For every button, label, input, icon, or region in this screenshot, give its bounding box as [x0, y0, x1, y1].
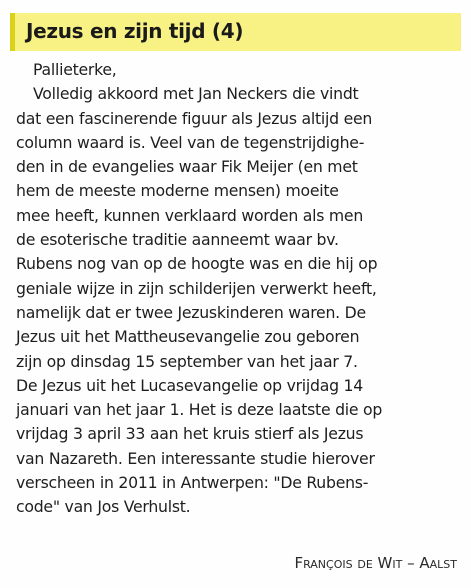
- body-line: dat een fascinerende figuur als Jezus altijd een: [16, 108, 373, 128]
- body-line: column waard is. Veel van de tegenstrijdighe-: [16, 132, 365, 152]
- body-line: januari van het jaar 1. Het is deze laatste die op: [16, 400, 383, 420]
- body-line: hem de meeste moderne mensen) moeite: [16, 181, 339, 201]
- body-line: code" van Jos Verhulst.: [16, 497, 191, 517]
- letter-headline: Jezus en zijn tijd (4): [26, 19, 244, 43]
- letter-signature: François de Wit – Aalst: [294, 554, 457, 572]
- body-line: Volledig akkoord met Jan Neckers die vindt: [33, 84, 359, 104]
- letter-body: [16, 58, 458, 520]
- body-line: mee heeft, kunnen verklaard worden als men: [16, 205, 364, 225]
- body-line: vrijdag 3 april 33 aan het kruis stierf als Jezus: [16, 424, 364, 444]
- body-line: verscheen in 2011 in Antwerpen: "De Rubens-: [16, 473, 369, 493]
- body-line: den in de evangelies waar Fik Meijer (en met: [16, 157, 358, 177]
- body-line: zijn op dinsdag 15 september van het jaar 7.: [16, 351, 358, 371]
- body-line: van Nazareth. Een interessante studie hierover: [16, 448, 375, 468]
- letter-salutation: Pallieterke,: [33, 60, 117, 79]
- body-line: de esoterische traditie aanneemt waar bv.: [16, 230, 339, 250]
- body-line: Jezus uit het Mattheusevangelie zou geboren: [16, 327, 360, 347]
- body-line: De Jezus uit het Lucasevangelie op vrijdag 14: [16, 375, 363, 395]
- body-line: Rubens nog van op de hoogte was en die hij op: [16, 254, 378, 274]
- body-line: namelijk dat er twee Jezuskinderen waren. De: [16, 302, 366, 322]
- body-line: geniale wijze in zijn schilderijen verwerkt heeft,: [16, 278, 377, 298]
